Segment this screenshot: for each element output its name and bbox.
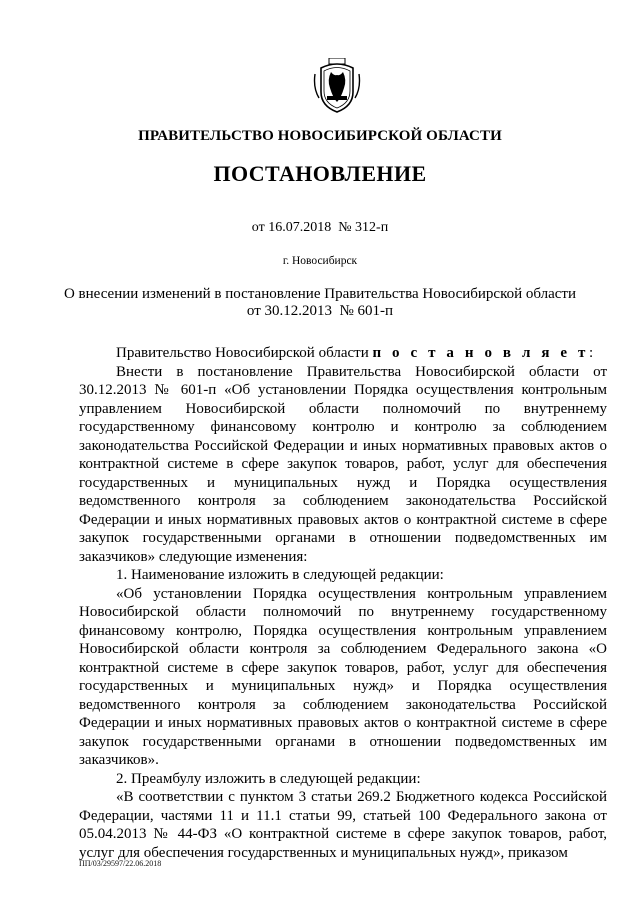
subject-line-2: от 30.12.2013 № 601-п (246, 303, 394, 319)
intro-paragraph (79, 344, 607, 363)
body-paragraph-2: 1. Наименование изложить в следующей редакции: (116, 567, 444, 583)
organization-title: ПРАВИТЕЛЬСТВО НОВОСИБИРСКОЙ ОБЛАСТИ (138, 128, 502, 144)
intro-text: Правительство Новосибирской области (116, 345, 373, 361)
footer-document-code: ПП/03/29597/22.06.2018 (79, 859, 162, 868)
document-dateline: от 16.07.2018 № 312-п (251, 220, 389, 235)
coat-of-arms-icon (313, 58, 361, 114)
decree-keyword: п о с т а н о в л я е т (372, 345, 589, 361)
document-type-title: ПОСТАНОВЛЕНИЕ (213, 161, 427, 186)
document-city: г. Новосибирск (282, 255, 358, 267)
document-subject (0, 286, 640, 320)
body-paragraph-3: «Об установлении Порядка осуществления контрольным управлением Новосибирской области полномочий по внутреннему государственному финансовому контролю, Порядка осуществления контрольным управлением Новосибирской области контроля за соблюдением Федерального закона «О контрактной системе в сфере закупок товаров, работ, услуг для обеспечения государственных и муниципальных нужд» и Порядка осуществления ведомственного контроля за соблюдением законодательства Российской Федерации и иных нормативных правовых актов о контрактной системе в сфере закупок государственными органами в отношении подведомственных им заказчиков». (79, 585, 607, 768)
document-body (79, 344, 607, 862)
subject-line-1: О внесении изменений в постановление Правительства Новосибирской области (63, 286, 577, 302)
body-paragraph-4: 2. Преамбулу изложить в следующей редакции: (116, 770, 421, 787)
body-paragraph-5: «В соответствии с пунктом 3 статьи 269.2 Бюджетного кодекса Российской Федерации, частями 11 и 11.1 статьи 99, статьей 100 Федерального закона от 05.04.2013 № 44-ФЗ «О контрактной системе в сфере закупок товаров, работ, услуг для обеспечения государственных и муниципальных нужд», приказом (79, 789, 607, 861)
body-paragraph-1: Внести в постановление Правительства Новосибирской области от 30.12.2013 № 601-п «Об установлении Порядка осуществления контрольным управлением Новосибирской области полномочий по внутреннему государственному финансовому контролю и контролю за соблюдением законодательства Российской Федерации и иных нормативных правовых актов о контрактной системе в сфере закупок товаров, работ, услуг для обеспечения государственных и муниципальных нужд и Порядка осуществления ведомственного контроля за соблюдением законодательства Российской Федерации и иных нормативных правовых актов о контрактной системе в сфере закупок государственными органами в отношении подведомственных им заказчиков» следующие изменения: (79, 363, 607, 565)
intro-colon: : (589, 345, 594, 361)
